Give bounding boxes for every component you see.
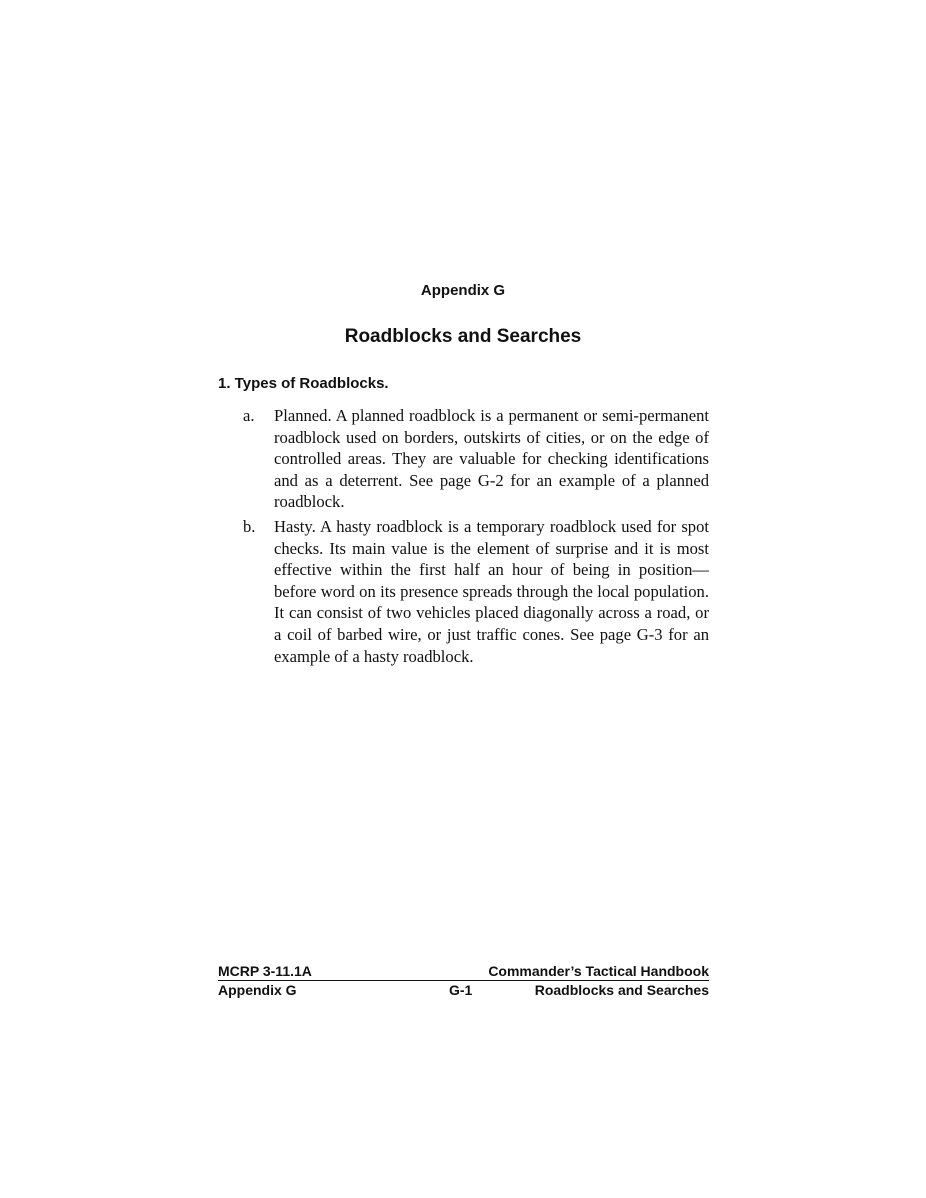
footer-bottom-row [218,981,709,999]
list-item-hasty [243,516,709,667]
publication-number: MCRP 3-11.1A [218,963,312,979]
page-footer [218,962,709,999]
section-heading: 1. Types of Roadblocks. [218,375,389,392]
footer-top-row [218,962,709,980]
list-item-text: Planned. A planned roadblock is a permanent or semi-permanent roadblock used on borders, outskirts of cities, or on the edge of controlled areas. They are valuable for checking identifications and as a deterrent. See page G-2 for an example of a planned roadblock. [274,406,709,512]
page-title: Roadblocks and Searches [344,326,582,347]
page-number: G-1 [449,982,473,998]
list-item-planned [243,405,709,513]
footer-chapter: Roadblocks and Searches [534,982,709,998]
footer-appendix: Appendix G [218,982,297,998]
list-marker: b. [243,517,256,536]
handbook-title: Commander’s Tactical Handbook [488,963,709,979]
appendix-label: Appendix G [420,282,506,299]
list-item-text: Hasty. A hasty roadblock is a temporary roadblock used for spot checks. Its main value is the element of surprise and it is most effective within the first half an hour of being in position—before word on its presence spreads through the local population. It can consist of two vehicles placed diagonally across a road, or a coil of barbed wire, or just traffic cones. See page G-3 for an example of a hasty roadblock. [274,517,709,666]
list-marker: a. [243,406,255,425]
